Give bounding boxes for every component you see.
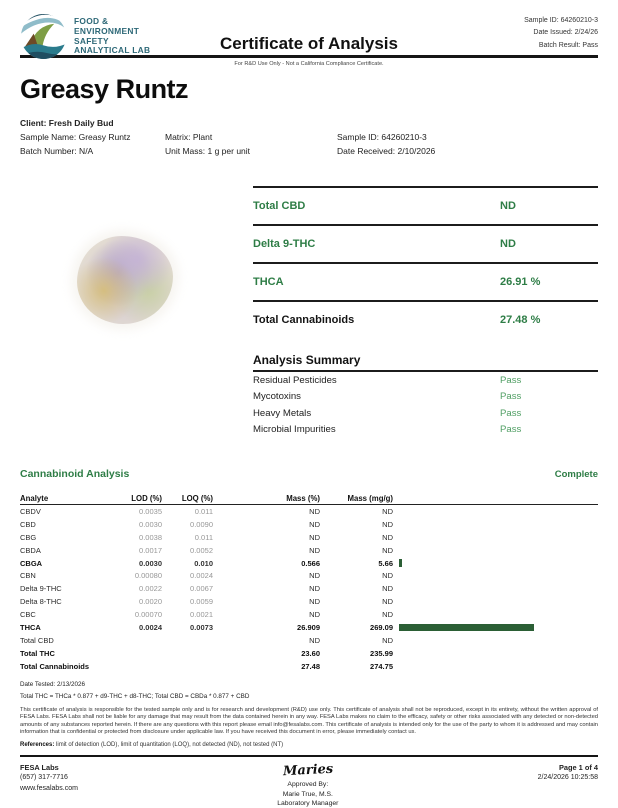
table-row [20, 569, 598, 582]
mass-pct-cell: 23.60 [301, 648, 320, 658]
potency-value: 27.48 % [500, 314, 541, 326]
total-thc-formula: Total THC = THCa * 0.877 + d9-THC + d8-THC; Total CBD = CBDa * 0.877 + CBD [20, 692, 250, 700]
date-tested: Date Tested: 2/13/2026 [20, 680, 86, 688]
logo-line-2: ENVIRONMENT [74, 25, 140, 36]
lod-cell: 0.0038 [139, 532, 162, 542]
mass-mg-cell: 269.09 [370, 622, 393, 632]
mass-mg-cell: ND [382, 610, 393, 620]
col-analyte: Analyte [20, 493, 49, 503]
date-issued: Date Issued: 2/24/26 [533, 29, 598, 37]
mass-mg-cell: ND [382, 597, 393, 607]
table-row [20, 621, 598, 634]
sample-photo [77, 236, 173, 324]
analysis-summary-row [253, 389, 598, 406]
lod-cell: 0.0017 [139, 545, 162, 555]
potency-row [253, 186, 598, 224]
potency-row [253, 262, 598, 300]
loq-cell: 0.0052 [190, 545, 213, 555]
analyte-cell: Delta 8-THC [20, 597, 62, 607]
cannabinoid-title: Cannabinoid Analysis [20, 468, 130, 480]
analysis-label: Mycotoxins [253, 391, 301, 403]
mass-pct-cell: ND [309, 584, 320, 594]
mass-pct-cell: ND [309, 571, 320, 581]
mass-pct-cell: ND [309, 635, 320, 645]
footer-timestamp: 2/24/2026 10:25:58 [537, 774, 598, 781]
table-row [20, 634, 598, 647]
sample-id: Sample ID: 64260210-3 [524, 17, 598, 24]
table-row [20, 660, 598, 673]
client-name: Client: Fresh Daily Bud [20, 118, 114, 128]
approved-by-label: Approved By: [287, 781, 329, 789]
lod-cell: 0.0030 [139, 519, 162, 529]
logo-line-4: ANALYTICAL LAB [74, 45, 151, 56]
footer-page-info [538, 762, 598, 784]
analysis-label: Heavy Metals [253, 407, 312, 419]
cannabinoid-table [20, 492, 598, 673]
table-row [20, 608, 598, 621]
compliance-subtitle: For R&D Use Only - Not a California Compliance Certificate. [234, 61, 384, 67]
analyte-cell: Total CBD [20, 635, 54, 645]
approver-name: Marie True, M.S. [282, 790, 333, 798]
analyte-cell: THCA [20, 622, 41, 632]
logo-line-1: FOOD & [74, 16, 109, 26]
lod-cell: 0.0035 [139, 506, 162, 516]
main-area [20, 156, 598, 468]
mass-mg-cell: 235.99 [370, 648, 393, 658]
lab-logo-icon [20, 13, 67, 60]
analysis-summary-row [253, 372, 598, 389]
loq-cell: 0.0021 [190, 610, 213, 620]
potency-value: 26.91 % [500, 276, 541, 288]
logo-line-3: SAFETY [74, 35, 109, 46]
mass-pct-cell: ND [309, 610, 320, 620]
mass-mg-cell: 274.75 [370, 661, 393, 671]
mass-pct-cell: ND [309, 545, 320, 555]
table-row [20, 595, 598, 608]
potency-label: Delta 9-THC [253, 238, 316, 250]
matrix: Matrix: Plant [165, 132, 213, 142]
table-row [20, 557, 598, 570]
mass-mg-cell: ND [382, 519, 393, 529]
analyte-cell: CBC [20, 610, 36, 620]
mass-pct-cell: ND [309, 519, 320, 529]
sample-name: Sample Name: Greasy Runtz [20, 132, 131, 142]
lod-cell: 0.00070 [134, 610, 162, 620]
mass-bar [399, 624, 534, 632]
analysis-result: Pass [500, 391, 522, 403]
loq-cell: 0.011 [194, 506, 213, 516]
lod-cell: 0.0022 [139, 584, 162, 594]
loq-cell: 0.0059 [190, 597, 213, 607]
col-lod: LOD (%) [131, 493, 162, 503]
mass-pct-cell: 0.566 [301, 558, 320, 568]
analysis-label: Microbial Impurities [253, 424, 336, 436]
disclaimer-text: This certificate of analysis is responsible for the tested sample only and is for research and development (R&D) use only. This certificate of analysis shall not be reproduced, except in its entirety, without the written approval of FESA Labs. FESA Labs shall not be liable for any damage that may result from the data contained herein in any way. FESA Labs makes no claim to the efficacy, safety or other risks associated with any detected or non-detected amounts of any substances reported herein. If there are any questions with this report please email info@fesalabs.com. This certificate of analysis is intended only for the use of the party to whom it is addressed and may contain information that is confidential or protected from disclosure under applicable law. If you have received this document in error, please immediately contact us. [20, 706, 598, 736]
table-header-row [20, 492, 598, 505]
col-mass-pct: Mass (%) [286, 493, 320, 503]
analyte-cell: CBD [20, 519, 36, 529]
date-received: Date Received: 2/10/2026 [337, 146, 436, 156]
sample-info [20, 118, 598, 156]
potency-value: ND [500, 238, 516, 250]
table-row [20, 505, 598, 518]
sample-info-grid [20, 132, 598, 156]
analyte-cell: CBG [20, 532, 37, 542]
mass-pct-cell: ND [309, 597, 320, 607]
footer [20, 755, 598, 808]
potency-summary [253, 186, 598, 438]
potency-label: THCA [253, 276, 284, 288]
analyte-cell: Total Cannabinoids [20, 661, 90, 671]
analysis-result: Pass [500, 374, 522, 386]
mass-pct-cell: ND [309, 506, 320, 516]
mass-mg-cell: ND [382, 545, 393, 555]
mass-mg-cell: ND [382, 584, 393, 594]
mass-mg-cell: ND [382, 571, 393, 581]
footer-website: www.fesalabs.com [20, 784, 78, 792]
references-label: References: [20, 741, 55, 748]
references-body: limit of detection (LOD), limit of quantitation (LOQ), not detected (ND), not tested (NT) [54, 741, 284, 748]
potency-value: ND [500, 200, 516, 212]
analyte-cell: Delta 9-THC [20, 584, 62, 594]
loq-cell: 0.0067 [190, 584, 213, 594]
approver-title: Laboratory Manager [277, 799, 339, 807]
potency-row [253, 300, 598, 338]
potency-label: Total CBD [253, 200, 306, 212]
batch-result: Batch Result: Pass [538, 41, 598, 49]
col-mass-mg: Mass (mg/g) [347, 493, 393, 503]
analyte-cell: CBGA [20, 558, 43, 568]
mass-pct-cell: ND [309, 532, 320, 542]
analysis-summary-title: Analysis Summary [253, 353, 598, 372]
analyte-cell: Total THC [20, 648, 55, 658]
cannabinoid-section-header [20, 468, 598, 480]
col-loq: LOQ (%) [181, 493, 213, 503]
table-row [20, 647, 598, 660]
lod-cell: 0.0024 [139, 622, 162, 632]
potency-row [253, 224, 598, 262]
loq-cell: 0.011 [194, 532, 213, 542]
analysis-label: Residual Pesticides [253, 374, 337, 386]
lod-cell: 0.0020 [139, 597, 162, 607]
lod-cell: 0.00080 [134, 571, 162, 581]
mass-pct-cell: 26.909 [297, 622, 320, 632]
unit-mass: Unit Mass: 1 g per unit [165, 146, 251, 156]
analysis-summary-row [253, 405, 598, 422]
table-row [20, 531, 598, 544]
footer-lab-name: FESA Labs [20, 762, 59, 772]
loq-cell: 0.010 [194, 558, 213, 568]
loq-cell: 0.0024 [190, 571, 213, 581]
mass-mg-cell: 5.66 [378, 558, 393, 568]
mass-pct-cell: 27.48 [301, 661, 320, 671]
batch-number: Batch Number: N/A [20, 146, 94, 156]
analyte-cell: CBN [20, 571, 36, 581]
lab-logo-text [74, 13, 150, 56]
loq-cell: 0.0073 [190, 622, 213, 632]
mass-mg-cell: ND [382, 532, 393, 542]
footer-approval [277, 762, 338, 808]
mass-mg-cell: ND [382, 506, 393, 516]
loq-cell: 0.0090 [190, 519, 213, 529]
analyte-cell: CBDV [20, 506, 41, 516]
lod-cell: 0.0030 [139, 558, 162, 568]
analysis-summary-row [253, 422, 598, 439]
page-number: Page 1 of 4 [558, 762, 598, 772]
cannabinoid-status: Complete [554, 469, 598, 480]
sample-id-detail: Sample ID: 64260210-3 [337, 132, 427, 142]
signature: Maries [282, 761, 334, 780]
footer-lab-info [20, 762, 78, 794]
table-row [20, 518, 598, 531]
analysis-result: Pass [500, 407, 522, 419]
mass-bar [399, 559, 402, 567]
mass-mg-cell: ND [382, 635, 393, 645]
table-row [20, 582, 598, 595]
footer-phone: (657) 317-7716 [20, 774, 68, 781]
table-row [20, 544, 598, 557]
header-meta [524, 15, 598, 52]
certificate-title: Certificate of Analysis [220, 34, 398, 53]
references-line [20, 742, 598, 748]
potency-label: Total Cannabinoids [253, 314, 355, 326]
analyte-cell: CBDA [20, 545, 41, 555]
header [20, 0, 598, 55]
strain-name: Greasy Runtz [20, 74, 189, 104]
analysis-result: Pass [500, 424, 522, 436]
